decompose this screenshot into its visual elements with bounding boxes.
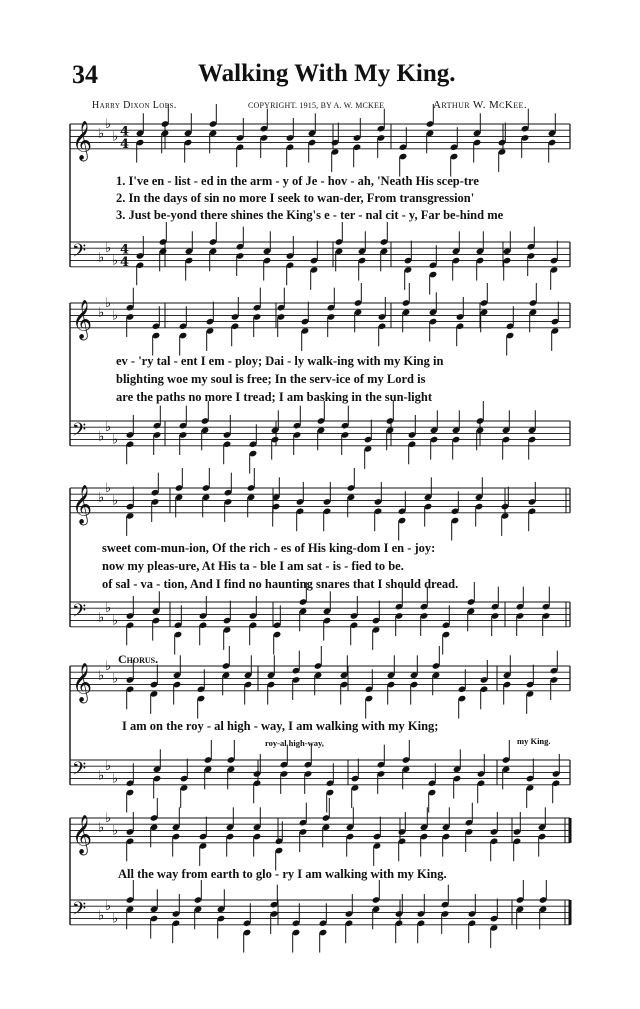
verse-3-line-3: of sal - va - tion, And I find no haunting snares that I should dread. [102,577,459,591]
bass-clef: 𝄢 [72,758,87,784]
time-signature: 4 [120,254,130,270]
flat-sign: ♭ [112,432,119,448]
treble-clef: 𝄞 [72,814,93,855]
chorus-echo-2: my King. [517,736,551,746]
verse-3-line-2: are the paths no more I tread; I am basking in the sun-light [116,390,433,404]
time-signature: 4 [120,124,130,140]
flat-sign: ♭ [98,908,105,924]
treble-clef: 𝄞 [72,299,93,340]
treble-clef: 𝄞 [72,484,93,525]
flat-sign: ♭ [105,759,112,775]
flat-sign: ♭ [98,490,105,506]
verse-1-line-2: ev - 'ry tal - ent I em - ploy; Dai - ly walk-ing with my King in [116,354,444,368]
hymn-number: 34 [72,60,98,89]
flat-sign: ♭ [98,305,105,321]
verse-2-line-3: now my pleas-ure, At His ta - ble I am sat - is - fied to be. [102,559,404,573]
treble-clef: 𝄞 [72,120,93,161]
flat-sign: ♭ [105,420,112,436]
verse-1-line-3: sweet com-mun-ion, Of the rich - es of His king-dom I en - joy: [102,541,436,555]
flat-sign: ♭ [112,911,119,927]
bass-clef: 𝄢 [72,898,87,924]
flat-sign: ♭ [105,481,112,496]
verse-3-line-1: 3. Just be-yond there shines the King's e - ter - nal cit - y, Far be-hind me [116,208,504,222]
flat-sign: ♭ [105,117,112,132]
flat-sign: ♭ [112,129,119,145]
chorus-line-1: I am on the roy - al high - way, I am walking with my King; [122,719,439,733]
verse-2-line-2: blighting woe my soul is free; In the serv-ice of my Lord is [116,372,426,386]
time-signature: 4 [120,242,130,258]
verse-2-line-1: 2. In the days of sin no more I seek to wan-der, From transgression' [116,191,475,205]
hymn-title: Walking With My King. [198,60,456,87]
chorus-label: Chorus. [118,652,159,666]
flat-sign: ♭ [105,601,112,617]
flat-sign: ♭ [105,659,112,674]
flat-sign: ♭ [105,811,112,826]
copyright-notice: COPYRIGHT. 1915, BY A. W. MCKEE [248,101,385,110]
chorus-echo-1: roy-al high-way, [265,738,324,748]
flat-sign: ♭ [112,613,119,629]
flat-sign: ♭ [112,771,119,787]
flat-sign: ♭ [112,253,119,269]
flat-sign: ♭ [98,768,105,784]
flat-sign: ♭ [98,429,105,445]
flat-sign: ♭ [112,308,119,324]
flat-sign: ♭ [112,493,119,509]
flat-sign: ♭ [98,668,105,684]
flat-sign: ♭ [98,250,105,266]
flat-sign: ♭ [98,126,105,142]
flat-sign: ♭ [98,820,105,836]
flat-sign: ♭ [105,241,112,257]
flat-sign: ♭ [105,899,112,915]
bass-clef: 𝄢 [72,419,87,445]
author-credit: Arthur W. McKee. [433,99,527,111]
composer-credit: Harry Dixon Loes. [92,100,177,111]
time-signature: 4 [120,136,130,152]
bass-clef: 𝄢 [72,240,87,266]
flat-sign: ♭ [112,823,119,839]
chorus-line-2: All the way from earth to glo - ry I am walking with my King. [118,867,447,881]
verse-1-line-1: 1. I've en - list - ed in the arm - y of Je - hov - ah, 'Neath His scep-tre [116,174,479,188]
bass-clef: 𝄢 [72,600,87,626]
treble-clef: 𝄞 [72,662,93,703]
flat-sign: ♭ [105,296,112,311]
flat-sign: ♭ [112,671,119,687]
flat-sign: ♭ [98,610,105,626]
